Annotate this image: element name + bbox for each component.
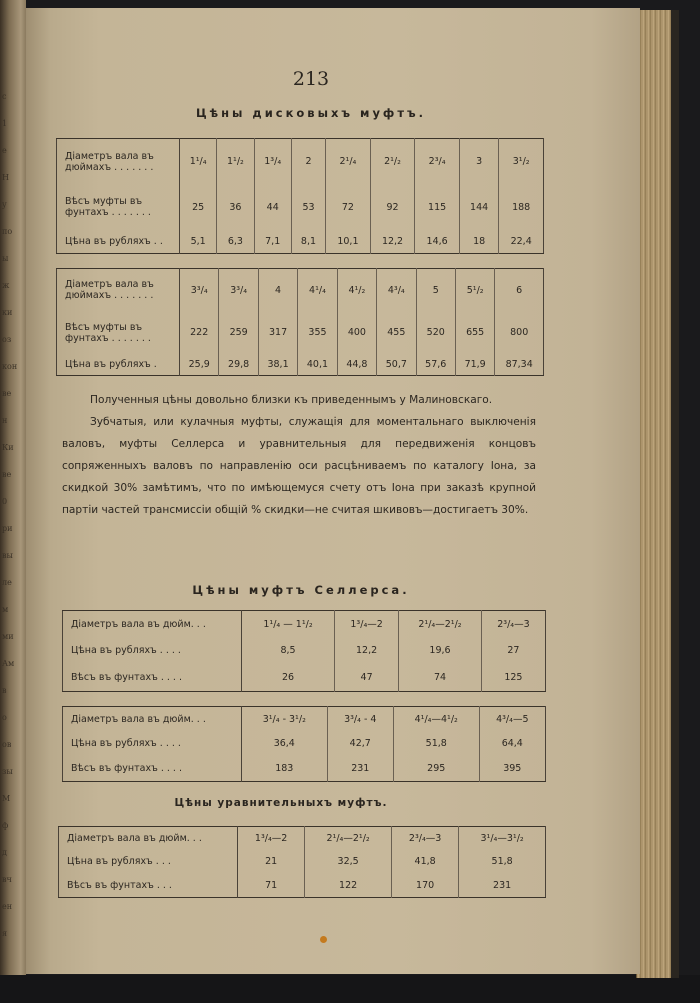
sellers-table-1-row	[63, 611, 546, 638]
sellers-table-2-row	[63, 732, 546, 756]
left-page-fragment: по	[2, 227, 13, 236]
disc-table-2-cell: 3³/₄	[180, 269, 219, 312]
equalizing-couplings-title: Цѣны уравнительныхъ муфтъ.	[174, 797, 388, 809]
sellers-table-1-row-label: Діаметръ вала въ дюйм. . .	[63, 611, 242, 638]
disc-table-1-row-label: Діаметръ вала въ дюймахъ . . . . . . .	[57, 139, 180, 185]
left-page-fragment: е	[2, 146, 7, 155]
equalizing-table-cell: 21	[238, 851, 305, 874]
left-page-fragment: Ам	[2, 659, 15, 668]
disc-table-1-row	[57, 139, 544, 185]
disc-table-1-cell: 115	[415, 185, 460, 230]
disc-couplings-title: Цѣны дисковыхъ муфтъ.	[195, 106, 427, 120]
left-page-fragment: зы	[2, 767, 13, 776]
disc-table-2-cell: 40,1	[298, 354, 337, 376]
left-page-fragment: ен	[2, 902, 13, 911]
left-page-fragment: ри	[2, 524, 13, 533]
left-page-fragment: вч	[2, 875, 12, 884]
disc-table-2-cell: 87,34	[505, 358, 533, 370]
disc-table-2-cell: 259	[219, 311, 258, 353]
sellers-table-2-cell: 36,4	[242, 732, 328, 756]
disc-table-1-cell: 3	[459, 139, 498, 185]
equalizing-table-cell: 122	[305, 873, 392, 897]
sellers-table-2-row	[63, 707, 546, 732]
disc-table-2-cell: 800	[510, 327, 529, 338]
equalizing-table-row	[59, 873, 546, 897]
disc-table-1-cell: 22,4	[510, 235, 532, 247]
equalizing-table	[58, 826, 546, 898]
sellers-table-2-cell: 231	[327, 756, 393, 781]
left-page-fragment: Ки	[2, 443, 14, 452]
disc-table-2-row-label: Цѣна въ рубляхъ .	[57, 354, 180, 376]
disc-table-2-cell: 520	[416, 311, 455, 353]
equalizing-table-row-label: Вѣсъ въ фунтахъ . . .	[59, 873, 238, 897]
book-page	[26, 8, 640, 974]
disc-table-2-cell: 4	[258, 269, 297, 312]
left-page-fragment: о	[2, 713, 7, 722]
sellers-table-1-row	[63, 664, 546, 691]
left-page-fragment: 1	[2, 119, 8, 128]
disc-table-1-cell: 2	[291, 139, 325, 185]
disc-table-1-row-label: Цѣна въ рубляхъ . .	[57, 230, 180, 254]
disc-table-2-row-label: Вѣсъ муфты въ фунтахъ . . . . . . .	[57, 311, 180, 353]
sellers-table-2-cell: 3³/₄ - 4	[327, 707, 393, 732]
disc-table-2-row	[57, 354, 544, 376]
paragraph-1: Полученныя цѣны довольно близки къ приведеннымъ у Малиновскаго.	[90, 394, 493, 406]
disc-table-1-cell: 7,1	[254, 230, 291, 254]
disc-table-2-cell: 71,9	[455, 354, 494, 376]
disc-table-2-cell: 355	[298, 311, 337, 353]
left-page-fragment: я	[2, 929, 8, 938]
disc-table-1-cell: 36	[217, 185, 254, 230]
sellers-table-1-cell: 27	[507, 645, 520, 657]
sellers-table-2-cell: 183	[242, 756, 328, 781]
equalizing-table-row-label: Цѣна въ рубляхъ . . .	[59, 851, 238, 874]
sellers-table-2-cell: 51,8	[393, 732, 479, 756]
disc-table-1-cell: 53	[291, 185, 325, 230]
sellers-couplings-title: Цѣны муфтъ Селлерса.	[192, 583, 410, 597]
sellers-table-2-cell: 4¹/₄—4¹/₂	[393, 707, 479, 732]
sellers-table-1-cell: 8,5	[242, 638, 335, 664]
disc-table-2-cell: 655	[455, 311, 494, 353]
disc-table-1-row	[57, 230, 544, 254]
left-page-fragment: кон	[2, 362, 18, 371]
sellers-table-2-cell: 295	[393, 756, 479, 781]
left-page-fragment: ы	[2, 254, 9, 263]
disc-table-1-cell: 1¹/₂	[217, 139, 254, 185]
sellers-table-2-row	[63, 756, 546, 781]
disc-table-2-cell: 38,1	[258, 354, 297, 376]
disc-table-1-cell: 6,3	[217, 230, 254, 254]
equalizing-table-cell: 3¹/₄—3¹/₂	[480, 833, 524, 845]
sellers-table-2-cell: 395	[503, 763, 522, 775]
left-page-fragment: ве	[2, 389, 12, 398]
sellers-table-1-row-label: Вѣсъ въ фунтахъ . . . .	[63, 664, 242, 691]
disc-table-2-cell: 317	[258, 311, 297, 353]
disc-table-1	[56, 138, 544, 254]
equalizing-table-cell: 71	[238, 873, 305, 897]
disc-table-1-cell: 188	[512, 201, 531, 213]
sellers-table-1-cell: 19,6	[399, 638, 482, 664]
disc-table-1-cell: 3¹/₂	[512, 156, 530, 168]
disc-table-1-cell: 18	[459, 230, 498, 254]
left-page-fragment: д	[2, 848, 7, 857]
left-page-fragment: ми	[2, 632, 14, 641]
disc-table-1-cell: 1¹/₄	[180, 139, 217, 185]
left-page-fragment: ки	[2, 308, 13, 317]
adjacent-page-edge	[0, 0, 26, 985]
disc-table-2-cell: 222	[180, 311, 219, 353]
disc-table-1-cell: 72	[326, 185, 371, 230]
left-page-fragment: оз	[2, 335, 12, 344]
sellers-table-2-cell: 42,7	[327, 732, 393, 756]
disc-table-1-cell: 144	[459, 185, 498, 230]
disc-table-2-cell: 6	[516, 284, 523, 296]
left-page-fragment: М	[2, 794, 11, 803]
left-page-fragment: у	[2, 200, 7, 209]
disc-table-2-cell: 455	[377, 311, 416, 353]
sellers-table-1-cell: 1¹/₄ — 1¹/₂	[242, 611, 335, 638]
disc-table-1-cell: 2³/₄	[415, 139, 460, 185]
disc-table-1-cell: 25	[180, 185, 217, 230]
equalizing-table-cell: 231	[493, 879, 512, 891]
sellers-table-1-cell: 125	[504, 672, 523, 684]
left-page-fragment: Н	[2, 173, 9, 182]
sellers-table-1-cell: 1³/₄—2	[335, 611, 399, 638]
disc-table-2-cell: 50,7	[377, 354, 416, 376]
disc-table-1-cell: 10,1	[326, 230, 371, 254]
disc-table-2-cell: 3³/₄	[219, 269, 258, 312]
disc-table-1-row	[57, 185, 544, 230]
left-page-fragment: с	[2, 92, 7, 101]
disc-table-1-cell: 2¹/₄	[326, 139, 371, 185]
disc-table-2-row-label: Діаметръ вала въ дюймахъ . . . . . . .	[57, 269, 180, 312]
equalizing-table-cell: 2³/₄—3	[391, 827, 458, 851]
disc-table-2-row	[57, 269, 544, 312]
disc-table-2-cell: 25,9	[180, 354, 219, 376]
disc-table-1-cell: 44	[254, 185, 291, 230]
sellers-table-2	[62, 706, 546, 782]
disc-table-1-cell: 14,6	[415, 230, 460, 254]
sellers-table-1-row	[63, 638, 546, 664]
equalizing-table-row-label: Діаметръ вала въ дюйм. . .	[59, 827, 238, 851]
sellers-table-2-row-label: Діаметръ вала въ дюйм. . .	[63, 707, 242, 732]
equalizing-table-cell: 2¹/₄—2¹/₂	[305, 827, 392, 851]
left-page-fragment: в	[2, 686, 7, 695]
left-page-fragment: ле	[2, 578, 12, 587]
disc-table-2	[56, 268, 544, 376]
disc-table-1-cell: 2¹/₂	[370, 139, 415, 185]
body-text	[62, 389, 536, 521]
equalizing-table-cell: 32,5	[305, 851, 392, 874]
sellers-table-1-cell: 2¹/₄—2¹/₂	[399, 611, 482, 638]
sellers-table-2-cell: 4³/₄—5	[496, 713, 529, 725]
left-page-fragment: ж	[2, 281, 10, 290]
disc-table-2-cell: 4¹/₂	[337, 269, 376, 312]
sellers-table-1-cell: 12,2	[335, 638, 399, 664]
sellers-table-1-cell: 26	[242, 664, 335, 691]
disc-table-1-cell: 92	[370, 185, 415, 230]
disc-table-2-cell: 4¹/₄	[298, 269, 337, 312]
disc-table-2-cell: 57,6	[416, 354, 455, 376]
page-block-edges	[636, 10, 671, 978]
sellers-table-2-row-label: Вѣсъ въ фунтахъ . . . .	[63, 756, 242, 781]
left-page-fragment: 0	[2, 497, 8, 506]
equalizing-table-cell: 41,8	[391, 851, 458, 874]
disc-table-2-cell: 29,8	[219, 354, 258, 376]
disc-table-2-cell: 44,8	[337, 354, 376, 376]
sellers-table-2-cell: 64,4	[501, 738, 523, 750]
disc-table-1-cell: 1³/₄	[254, 139, 291, 185]
disc-table-2-row	[57, 311, 544, 353]
sellers-table-1-row-label: Цѣна въ рубляхъ . . . .	[63, 638, 242, 664]
equalizing-table-cell: 1³/₄—2	[238, 827, 305, 851]
left-page-fragment: ф	[2, 821, 9, 830]
sellers-table-2-cell: 3¹/₄ - 3¹/₂	[242, 707, 328, 732]
equalizing-table-row	[59, 827, 546, 851]
left-page-fragment: ве	[2, 470, 12, 479]
disc-table-1-cell: 5,1	[180, 230, 217, 254]
disc-table-2-cell: 400	[337, 311, 376, 353]
sellers-table-1-cell: 47	[335, 664, 399, 691]
disc-table-1-cell: 12,2	[370, 230, 415, 254]
left-page-fragment: ов	[2, 740, 12, 749]
left-page-fragment: вы	[2, 551, 13, 560]
sellers-table-1-cell: 74	[399, 664, 482, 691]
equalizing-table-cell: 51,8	[491, 856, 513, 868]
disc-table-2-cell: 5	[416, 269, 455, 312]
sellers-table-1	[62, 610, 546, 692]
left-page-fragment: н	[2, 416, 8, 425]
disc-table-2-cell: 4³/₄	[377, 269, 416, 312]
left-page-fragment: м	[2, 605, 9, 614]
disc-table-2-cell: 5¹/₂	[455, 269, 494, 312]
disc-table-1-cell: 8,1	[291, 230, 325, 254]
equalizing-table-cell: 170	[391, 873, 458, 897]
paragraph-2: Зубчатыя, или кулачныя муфты, служащія для моментальнаго выключенія валовъ, муфты Селлерса и уравнительныя для передвиженія концовъ сопряженныхъ валовъ по направленію оси расцѣниваемъ по каталогу Іона, за скидкой 30% замѣтимъ, что по имѣющемуся счету отъ Іона при заказѣ крупной партіи частей трансмиссіи общiй % скидки—не считая шкивовъ—достигаетъ 30%.	[62, 416, 536, 516]
sellers-table-2-row-label: Цѣна въ рубляхъ . . . .	[63, 732, 242, 756]
book-cover	[0, 975, 700, 1003]
equalizing-table-row	[59, 851, 546, 874]
page-number: 213	[292, 68, 330, 90]
disc-table-1-row-label: Вѣсъ муфты въ фунтахъ . . . . . . .	[57, 185, 180, 230]
page-mark	[320, 936, 327, 943]
sellers-table-1-cell: 2³/₄—3	[497, 618, 530, 630]
